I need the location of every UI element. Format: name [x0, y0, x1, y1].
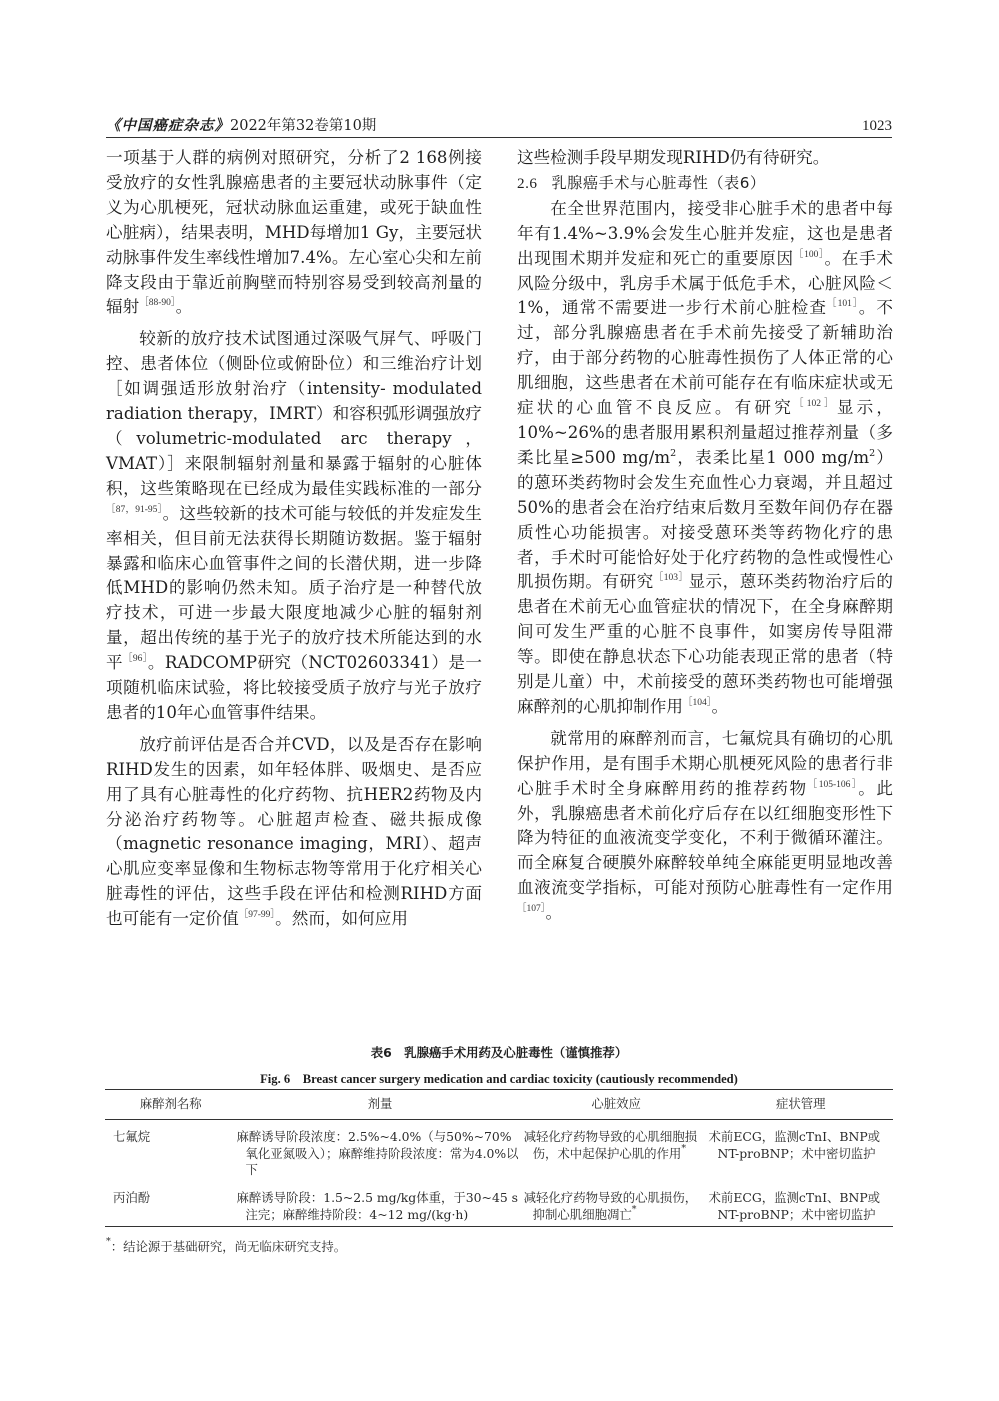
table-caption-english: Fig. 6 Breast cancer surgery medication and cardiac toxicity (cautiously recommended): [260, 1072, 738, 1086]
effect-text: 减轻化疗药物导致的心肌细胞损伤，术中起保护心肌的作用: [523, 1129, 698, 1161]
management-text: 术前ECG，监测cTnI、BNP或NT-proBNP；术中密切监护: [708, 1129, 881, 1161]
citation: ［104］: [682, 697, 712, 708]
paragraph-text: 。: [711, 696, 729, 716]
journal-name: 《中国癌症杂志》: [106, 117, 230, 134]
citation: ［100］: [793, 249, 825, 260]
paragraph: [517, 727, 893, 926]
paragraph-text: 就常用的麻醉剂而言，七氟烷具有确切的心肌保护作用，是有围手术期心肌梗死风险的患者行非心脏手术时全身麻醉用药的推荐药物: [517, 728, 893, 798]
page-number: 1023: [862, 118, 892, 134]
paragraph-text: 。: [175, 297, 193, 317]
paragraph-text: 。这些较新的技术可能与较低的并发症发生率相关，但目前无法获得长期随访数据。鉴于辐射暴露和临床心血管事件之间的长潜伏期，进一步降低MHD的影响仍然未知。质子治疗是一种替代放疗技术，可进一步最大限度地减少心脏的辐射剂量，超出传统的基于光子的放疗技术所能达到的水平: [106, 503, 483, 673]
paragraph-text: 。在手术风险分级中，乳房手术属于低危手术，心脏风险＜1%，通常不需要进一步行术前心脏检查: [517, 248, 894, 318]
citation: ［105-106］: [807, 779, 859, 790]
footnote-marker: *: [106, 1236, 111, 1247]
effect-wrapper: [524, 1190, 709, 1223]
paragraph-text: 较新的放疗技术试图通过深吸气屏气、呼吸门控、患者体位（侧卧位或俯卧位）和三维治疗计划［如调强适形放射治疗（intensity- modulated radiation therapy，IMRT）和容积弧形调强放疗（volumetric-modulated arc therapy，VMAT）］来限制辐射剂量和暴露于辐射的心脏体积，这些策略现在已经成为最佳实践标准的一部分: [106, 329, 482, 498]
dose-text: 麻醉诱导阶段浓度：2.5%~4.0%（与50%~70%氧化亚氮吸入）；麻醉维持阶段浓度：常为4.0%以下: [236, 1129, 519, 1177]
cell-dose: [236, 1120, 523, 1182]
cell-management: [709, 1120, 893, 1182]
citation: ［101］: [827, 299, 859, 310]
table-caption-chinese: 表6 乳腺癌手术用药及心脏毒性（谨慎推荐）: [370, 1045, 628, 1060]
footnote-marker: *: [631, 1203, 637, 1215]
table-6: [105, 1089, 893, 1227]
column-header: 心脏效应: [591, 1096, 641, 1112]
paragraph: [106, 733, 482, 932]
paragraph-text: ）的蒽环类药物时会发生充血性心力衰竭，并且超过50%的患者会在治疗结束后数月至数年间仍存在器质性心功能损害。对接受蒽环类等药物化疗的患者，手术时可能恰好处于化疗药物的急性或慢性心肌损伤期。有研究: [517, 447, 893, 592]
right-column: [517, 146, 893, 926]
table-row: [105, 1120, 893, 1182]
citation: ［97-99］: [238, 910, 276, 921]
table-header-row: [105, 1090, 893, 1120]
superscript: 2: [670, 447, 677, 459]
paragraph-text: 一项基于人群的病例对照研究，分析了2 168例接受放疗的女性乳腺癌患者的主要冠状动脉事件（定义为心肌梗死，冠状动脉血运重建，或死于缺血性心脏病），结果表明，MHD每增加1 Gy，主要冠状动脉事件发生率线性增加7.4%。左心室心尖和左前降支段由于靠近前胸壁而特别容易受到较高剂量的辐射: [106, 148, 482, 317]
paragraph-text: ，表柔比星1 000 mg/m: [676, 447, 870, 467]
paragraph-text: 。然而，如何应用: [275, 909, 408, 929]
management-text: 术前ECG，监测cTnI、BNP或NT-proBNP；术中密切监护: [708, 1190, 881, 1222]
cell-dose: [236, 1181, 523, 1227]
citation: ［103］: [653, 573, 689, 584]
paragraph: [106, 146, 482, 320]
journal-issue: 2022年第32卷第10期: [230, 118, 377, 134]
footnote-marker: *: [681, 1142, 687, 1154]
paragraph: [106, 327, 482, 726]
citation: ［107］: [517, 904, 546, 915]
running-header: [106, 117, 892, 138]
effect-text: 减轻化疗药物导致的心肌损伤，抑制心肌细胞凋亡: [523, 1190, 698, 1222]
table-row: [105, 1181, 893, 1227]
paragraph-text: 。: [545, 903, 563, 923]
left-column: [106, 146, 482, 932]
journal-title: [106, 114, 376, 135]
paragraph: 这些检测手段早期发现RIHD仍有待研究。: [517, 148, 830, 167]
paragraph-text: 。不过，部分乳腺癌患者在手术前先接受了新辅助治疗，由于部分药物的心脏毒性损伤了人体正常的心肌细胞，这些患者在术前可能存在有临床症状或无症状的心血管不良反应。有研究: [517, 298, 893, 418]
citation: ［88-90］: [139, 298, 176, 309]
cell-management: [709, 1181, 893, 1227]
paragraph-text: 在全世界范围内，接受非心脏手术的患者中每年有1.4%~3.9%会发生心脏并发症，这也是患者出现围术期并发症和死亡的重要原因: [517, 198, 893, 268]
citation: ［96］: [122, 654, 148, 665]
cell-cardiac-effect: [524, 1181, 709, 1227]
section-number: 2.6: [517, 174, 538, 192]
column-header: 麻醉剂名称: [139, 1096, 202, 1112]
section-title: 乳腺癌手术与心脏毒性（表6）: [551, 173, 766, 192]
citation: ［87，91-95］: [106, 504, 163, 515]
cell-anesthetic-name: 丙泊酚: [113, 1190, 151, 1205]
cell-cardiac-effect: [524, 1120, 709, 1182]
dose-text: 麻醉诱导阶段：1.5~2.5 mg/kg体重，于30~45 s注完；麻醉维持阶段：4~12 mg/(kg·h): [236, 1190, 519, 1222]
footnote-text: ：结论源于基础研究，尚无临床研究支持。: [110, 1239, 347, 1254]
effect-wrapper: [524, 1129, 709, 1162]
column-header: 症状管理: [775, 1096, 826, 1112]
paragraph-text: 。此外，乳腺癌患者术前化疗后存在以红细胞变形性下降为特征的血液流变学变化，不利于微循环灌注。而全麻复合硬膜外麻醉较单纯全麻能更明显地改善血液流变学指标，可能对预防心脏毒性有一定作用: [517, 778, 894, 898]
paragraph: [517, 197, 893, 720]
citation: ［102］: [794, 399, 837, 410]
paragraph-text: 显示，蒽环类药物治疗后的患者在术前无心血管症状的情况下，在全身麻醉期间可发生严重的心脏不良事件，如窦房传导阻滞等。即使在静息状态下心功能表现正常的患者（特别是儿童）中，术前接受的蒽环类药物也可能增强麻醉剂的心肌抑制作用: [517, 572, 893, 716]
superscript: 2: [869, 447, 876, 459]
paragraph-text: 。RADCOMP研究（NCT02603341）是一项随机临床试验，将比较接受质子放疗与光子放疗患者的10年心血管事件结果。: [106, 653, 482, 722]
column-header: 剂量: [367, 1096, 393, 1112]
table-footnote: [106, 1237, 346, 1255]
paragraph-text: 放疗前评估是否合并CVD，以及是否存在影响RIHD发生的因素，如年轻体胖、吸烟史、是否应用了具有心脏毒性的化疗药物、抗HER2药物及内分泌治疗药物等。心脏超声检查、磁共振成像（magnetic resonance imaging，MRI）、超声心肌应变率显像和生物标志物等常用于化疗相关心脏毒性的评估，这些手段在评估和检测RIHD方面也可能有一定价值: [106, 734, 482, 929]
section-heading: [517, 171, 893, 197]
cell-anesthetic-name: 七氟烷: [113, 1129, 151, 1144]
paragraph-text: 显示，10%~26%的患者服用累积剂量超过推荐剂量（多柔比星≥500 mg/m: [517, 398, 893, 467]
